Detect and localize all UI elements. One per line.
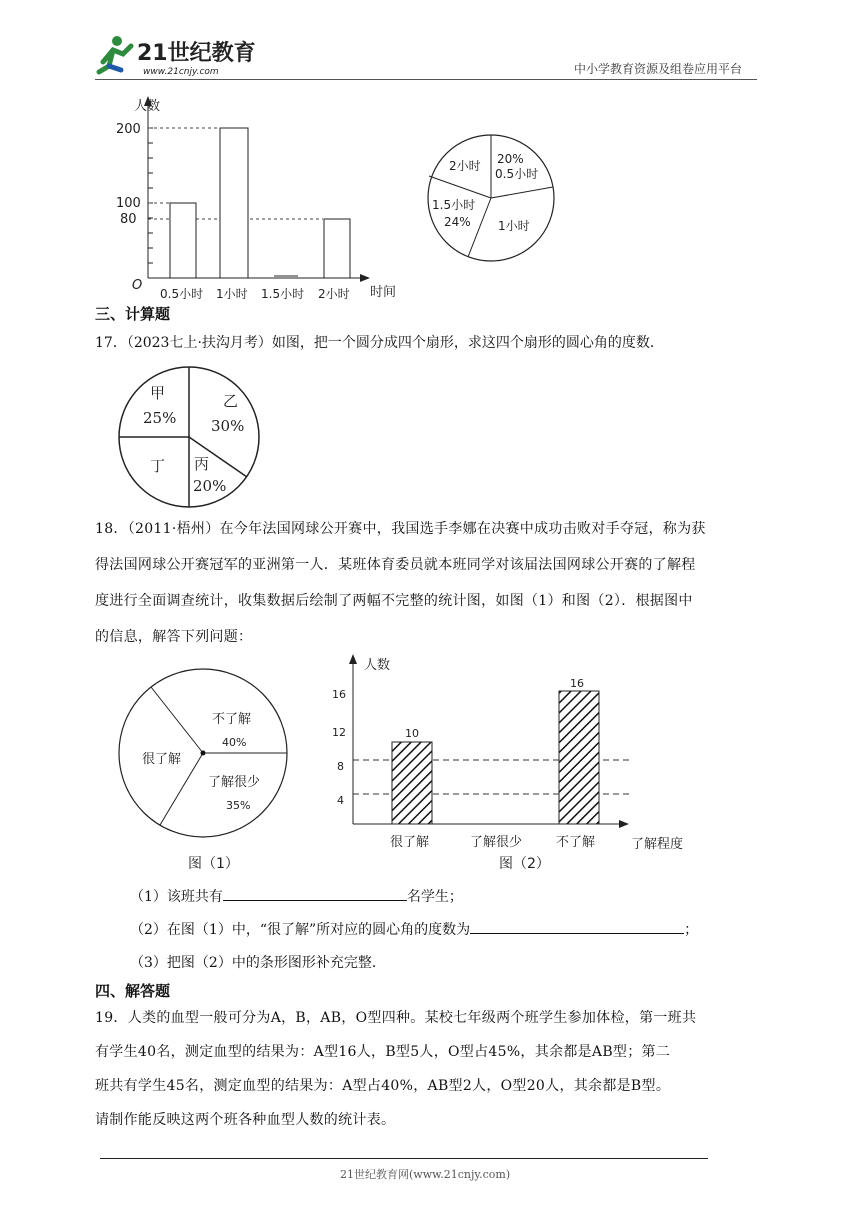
section-title-answer: 四、解答题 xyxy=(95,982,171,1000)
q18-sub2-suffix: ； xyxy=(684,922,699,938)
q18-stem xyxy=(95,511,775,655)
fig2-tick-16: 16 xyxy=(332,688,346,701)
fig2-y-arrow xyxy=(349,654,357,664)
q17-pct-yi: 30% xyxy=(211,417,245,435)
q17-label-bing: 丙 xyxy=(194,455,210,473)
fig2-y-label: 人数 xyxy=(364,658,391,673)
q17-label-ding: 丁 xyxy=(150,457,166,475)
q18-sub1-answer-blank[interactable] xyxy=(223,886,407,901)
fig2-caption: 图（2） xyxy=(499,856,550,872)
pie-label-1-5h: 1.5小时 xyxy=(432,198,476,212)
footer-divider xyxy=(100,1158,708,1159)
fig1-pct-shao: 35% xyxy=(226,799,251,812)
fig2-value-hen: 10 xyxy=(405,727,419,740)
logo-url: www.21cnjy.com xyxy=(143,67,219,77)
y-axis-ticks xyxy=(148,128,153,263)
q18-line-3: 度进行全面调查统计，收集数据后绘制了两幅不完整的统计图，如图（1）和图（2）．根据图中 xyxy=(95,593,693,609)
origin-label: O xyxy=(132,278,143,293)
fig2-bar-hen xyxy=(392,742,432,824)
tick-100: 100 xyxy=(116,196,141,211)
q18-sub2-prefix: （2）在图（1）中，“很了解”所对应的圆心角的度数为 xyxy=(130,922,471,938)
q17-label-jia: 甲 xyxy=(150,384,166,402)
tick-200: 200 xyxy=(116,122,141,137)
header-divider xyxy=(95,79,757,80)
fig2-value-bu: 16 xyxy=(570,677,584,690)
x-axis-arrow xyxy=(360,274,370,282)
footer-site-link[interactable]: 21世纪教育网(www.21cnjy.com) xyxy=(340,1168,511,1181)
fig1-center-dot xyxy=(201,751,206,756)
q18-sub3: （3）把图（2）中的条形图形补充完整． xyxy=(130,955,386,971)
x-tick-half-hour: 0.5小时 xyxy=(160,287,204,301)
fig2-x-tick-hen: 很了解 xyxy=(390,835,430,850)
time-bar-chart xyxy=(108,88,418,306)
fig1-label-bu: 不了解 xyxy=(212,712,252,727)
fig1-label-hen: 很了解 xyxy=(142,752,182,767)
pie-label-half-hour: 0.5小时 xyxy=(495,167,539,181)
fig2-x-arrow xyxy=(619,820,629,828)
q18-sub1-prefix: （1）该班共有 xyxy=(130,889,223,905)
q19-line-3: 班共有学生45名，测定血型的结果为：A型占40%，AB型2人，O型20人，其余都是B型。 xyxy=(95,1078,671,1094)
q17-pie-chart xyxy=(116,365,266,510)
pie-pct-1-5h: 24% xyxy=(444,215,471,229)
fig2-tick-12: 12 xyxy=(332,726,346,739)
header-platform-name: 中小学教育资源及组卷应用平台 xyxy=(574,62,743,76)
q17-pct-jia: 25% xyxy=(143,409,177,427)
fig2-bar-bu xyxy=(559,691,599,824)
fig2-x-label: 了解程度 xyxy=(631,837,684,852)
site-logo[interactable] xyxy=(95,32,265,80)
pie-pct-half-hour: 20% xyxy=(497,152,524,166)
x-tick-one-hour: 1小时 xyxy=(216,287,248,301)
fig2-x-tick-bu: 不了解 xyxy=(556,835,596,850)
q19-line-4: 请制作能反映这两个班各种血型人数的统计表。 xyxy=(95,1112,396,1128)
x-tick-one-half-hour: 1.5小时 xyxy=(261,287,305,301)
fig2-x-tick-shao: 了解很少 xyxy=(470,835,523,850)
q18-sub2 xyxy=(130,919,698,939)
fig2-tick-4: 4 xyxy=(337,794,344,807)
q19-stem xyxy=(95,1001,775,1137)
pie-label-2h: 2小时 xyxy=(449,159,481,173)
q19-line-1: 19．人类的血型一般可分为A，B，AB，O型四种。某校七年级两个班学生参加体检，第一班共 xyxy=(95,1010,697,1026)
tick-80: 80 xyxy=(120,212,137,227)
q17-text: 17．（2023七上·扶沟月考）如图，把一个圆分成四个扇形，求这四个扇形的圆心角的度数． xyxy=(95,335,664,351)
fig1-label-shao: 了解很少 xyxy=(208,775,261,790)
section-title-calc: 三、计算题 xyxy=(95,305,171,323)
q19-line-2: 有学生40名，测定血型的结果为：A型16人，B型5人，O型占45%，其余都是AB型；第二 xyxy=(95,1044,671,1060)
bar-two-hours xyxy=(324,219,350,278)
x-tick-two-hours: 2小时 xyxy=(318,287,350,301)
time-pie-chart xyxy=(424,128,564,268)
q18-line-1: 18．（2011·梧州）在今年法国网球公开赛中，我国选手李娜在决赛中成功击败对手夺冠，称为获 xyxy=(95,521,706,537)
q18-sub2-answer-blank[interactable] xyxy=(470,919,684,934)
y-axis-label: 人数 xyxy=(134,99,161,114)
bar-half-hour xyxy=(170,203,196,278)
q17-pct-bing: 20% xyxy=(193,477,227,495)
pie-label-1h: 1小时 xyxy=(498,219,530,233)
q18-fig2-bar-chart xyxy=(326,648,696,876)
q18-sub1-suffix: 名学生； xyxy=(406,889,463,905)
bar-one-hour xyxy=(220,128,248,278)
q18-sub1 xyxy=(130,886,463,906)
fig1-caption: 图（1） xyxy=(188,856,239,872)
runner-logo-icon xyxy=(95,32,265,80)
q18-line-2: 得法国网球公开赛冠军的亚洲第一人．某班体育委员就本班同学对该届法国网球公开赛的了解程 xyxy=(95,557,696,573)
x-axis-label: 时间 xyxy=(370,285,397,300)
q17-label-yi: 乙 xyxy=(223,392,239,410)
logo-text: 21世纪教育 xyxy=(137,41,256,66)
q18-fig1-pie xyxy=(116,668,296,878)
fig2-tick-8: 8 xyxy=(337,760,344,773)
fig1-pct-bu: 40% xyxy=(222,736,247,749)
q18-line-4: 的信息，解答下列问题： xyxy=(95,629,253,645)
